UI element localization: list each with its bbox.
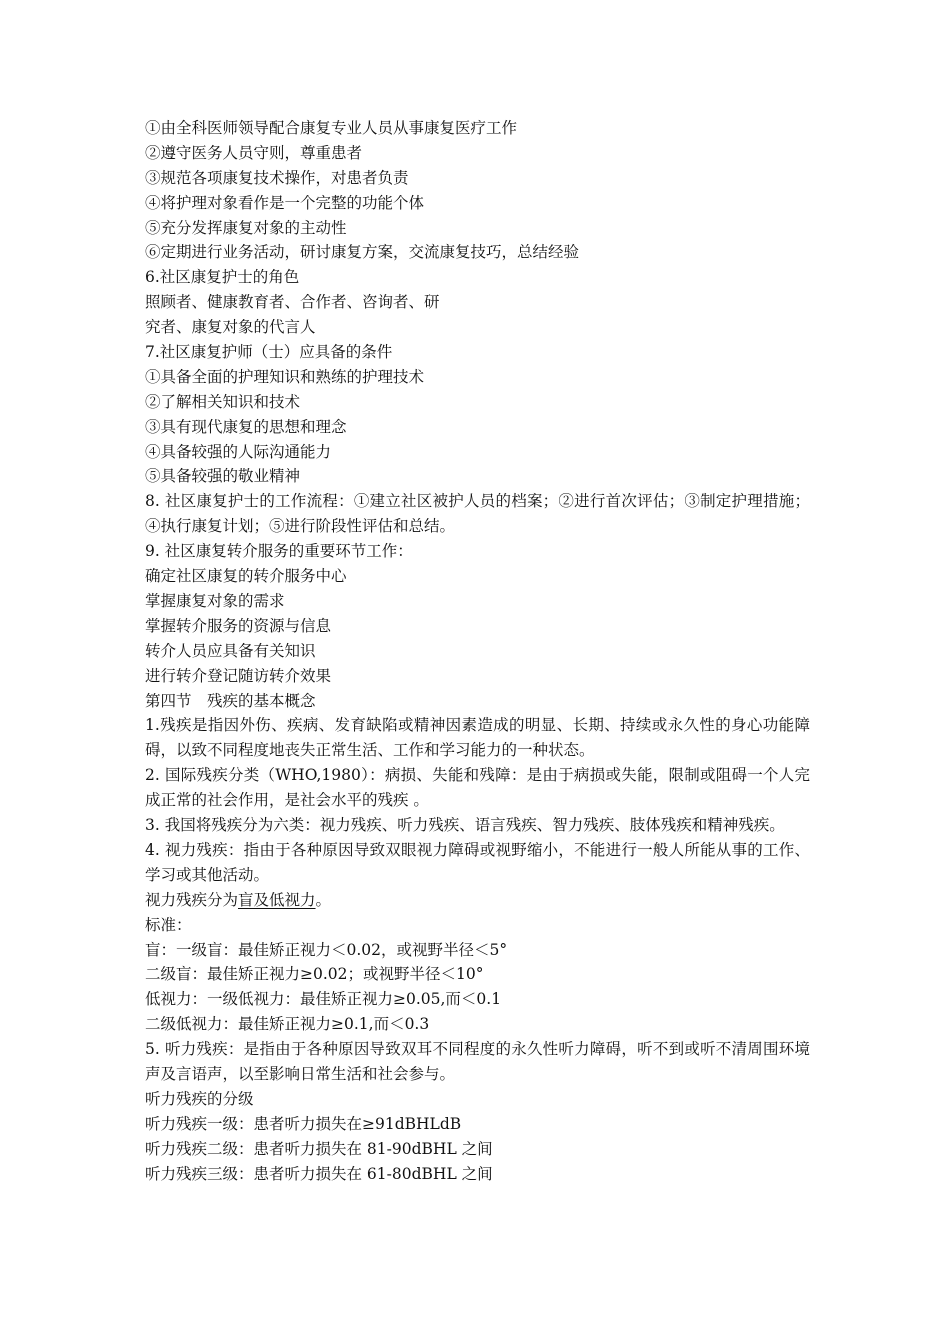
blind-level-1: 盲：一级盲：最佳矫正视力＜0.02，或视野半径＜5° — [145, 940, 508, 959]
referral-step-4: 转介人员应具备有关知识 — [145, 641, 316, 660]
hearing-disability-definition: 5. 听力残疾：是指由于各种原因导致双耳不同程度的永久性听力障碍，听不到或听不清周围环境声及言语声，以至影响日常生活和社会参与。 — [145, 1040, 810, 1083]
nurse-roles-line-2: 究者、康复对象的代言人 — [145, 318, 316, 337]
rehab-principle-1: ①由全科医师领导配合康复专业人员从事康复医疗工作 — [145, 119, 518, 137]
nurse-condition-2: ②了解相关知识和技术 — [145, 392, 301, 411]
nurse-condition-3: ③具有现代康复的思想和理念 — [145, 417, 347, 436]
low-vision-level-1: 低视力：一级低视力：最佳矫正视力≥0.05,而＜0.1 — [145, 990, 502, 1009]
nurse-condition-4: ④具备较强的人际沟通能力 — [145, 442, 332, 461]
blind-level-2: 二级盲：最佳矫正视力≥0.02；或视野半径＜10° — [145, 965, 484, 984]
rehab-principle-6: ⑥定期进行业务活动，研讨康复方案，交流康复技巧，总结经验 — [145, 243, 580, 262]
section-9-heading: 9. 社区康复转介服务的重要环节工作： — [145, 542, 413, 561]
visual-classes-underlined: 盲及低视力 — [238, 890, 316, 909]
disability-definition: 1.残疾是指因外伤、疾病、发育缺陷或精神因素造成的明显、长期、持续或永久性的身心功能障碍，以致不同程度地丧失正常生活、工作和学习能力的一种状态。 — [145, 716, 810, 760]
hearing-level-1: 听力残疾一级：患者听力损失在≥91dBHLdB — [145, 1114, 462, 1133]
rehab-principle-3: ③规范各项康复技术操作，对患者负责 — [145, 168, 409, 187]
nurse-roles-line-1: 照顾者、健康教育者、合作者、咨询者、研 — [145, 293, 440, 312]
hearing-level-2: 听力残疾二级：患者听力损失在 81-90dBHL 之间 — [145, 1139, 493, 1158]
referral-step-5: 进行转介登记随访转介效果 — [145, 666, 332, 685]
visual-classes-prefix: 视力残疾分为 — [145, 890, 239, 909]
visual-disability-classes — [145, 888, 810, 913]
referral-step-2: 掌握康复对象的需求 — [145, 591, 285, 610]
low-vision-level-2: 二级低视力：最佳矫正视力≥0.1,而＜0.3 — [145, 1015, 430, 1034]
referral-step-3: 掌握转介服务的资源与信息 — [145, 616, 332, 635]
visual-classes-suffix: 。 — [315, 890, 332, 909]
hearing-level-3: 听力残疾三级：患者听力损失在 61-80dBHL 之间 — [145, 1164, 493, 1183]
chapter-section-4-title: 第四节 残疾的基本概念 — [145, 691, 316, 710]
section-6-heading: 6.社区康复护士的角色 — [145, 268, 300, 287]
section-8-workflow: 8. 社区康复护士的工作流程：①建立社区被护人员的档案；②进行首次评估；③制定护理措施；④执行康复计划；⑤进行阶段性评估和总结。 — [145, 492, 810, 536]
china-six-categories: 3. 我国将残疾分为六类：视力残疾、听力残疾、语言残疾、智力残疾、肢体残疾和精神残疾。 — [145, 816, 785, 835]
nurse-condition-5: ⑤具备较强的敬业精神 — [145, 467, 301, 486]
document-body — [145, 116, 810, 1186]
hearing-grading-heading: 听力残疾的分级 — [145, 1089, 254, 1108]
rehab-principle-4: ④将护理对象看作是一个完整的功能个体 — [145, 193, 425, 212]
rehab-principle-5: ⑤充分发挥康复对象的主动性 — [145, 218, 347, 237]
rehab-principle-2: ②遵守医务人员守则，尊重患者 — [145, 143, 363, 162]
international-classification: 2. 国际残疾分类（WHO,1980）：病损、失能和残障：是由于病损或失能，限制或阻碍一个人完成正常的社会作用，是社会水平的残疾 。 — [145, 766, 810, 810]
section-7-heading: 7.社区康复护师（士）应具备的条件 — [145, 343, 393, 362]
nurse-condition-1: ①具备全面的护理知识和熟练的护理技术 — [145, 367, 425, 386]
referral-step-1: 确定社区康复的转介服务中心 — [145, 567, 347, 586]
visual-disability-definition: 4. 视力残疾：指由于各种原因导致双眼视力障碍或视野缩小，不能进行一般人所能从事的工作、学习或其他活动。 — [145, 840, 810, 884]
standard-label: 标准： — [145, 915, 192, 934]
